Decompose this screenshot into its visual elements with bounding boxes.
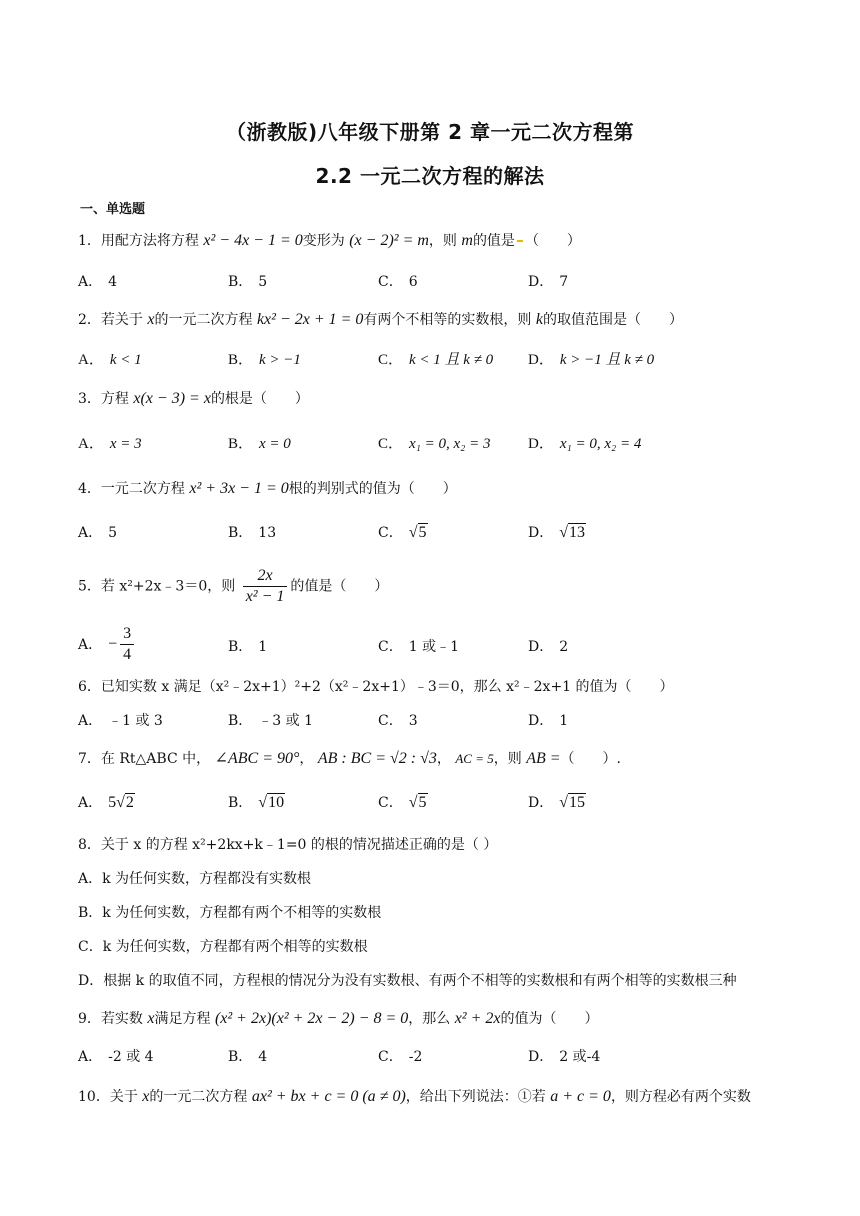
option-d: D．根据 k 的取值不同，方程根的情况分为没有实数根、有两个不相等的实数根和有两个相等的实数根三种 [78,973,737,989]
option-c: C． √5 [378,794,427,811]
option-a: A． -2 或 4 [78,1049,154,1065]
document-title-line-2: 2.2 一元二次方程的解法 [315,164,545,188]
question-number: 7． [78,751,101,767]
question-7: 7．在 Rt△ABC 中， ∠ABC = 90°， AB : BC = √2 : √3， AC = 5，则 AB =（ ）. [78,750,621,767]
equation: (x² + 2x)(x² + 2x − 2) − 8 = 0 [214,1010,409,1027]
equation: ax² + bx + c = 0 (a ≠ 0) [251,1088,406,1105]
option-a: A． 5√2 [78,794,134,811]
variable: k [535,311,543,328]
option-b: B． 4 [228,1049,268,1065]
question-1: 1．用配方法将方程 x² − 4x − 1 = 0变形为 (x − 2)² = m，则 m的值是 （ ） [78,232,581,249]
equation: x² + 3x − 1 = 0 [189,480,289,497]
question-6: 6．已知实数 x 满足（x²﹣2x+1）²+2（x²﹣2x+1）﹣3＝0，那么 x²﹣2x+1 的值为（ ） [78,679,674,695]
option-a: A． k < 1 [78,352,142,368]
equation: AB = [526,750,561,767]
fraction: $\frac{3}{4}$ [120,624,134,665]
question-5: 5．若 x²+2x﹣3＝0，则 $\frac{2x}{\text{x² − 1}}$ 的值是（ ） [78,567,389,605]
option-d: D． 2 [528,639,569,655]
option-b: B． 1 [228,639,268,655]
option-c: C． k < 1 且 k ≠ 0 [378,352,494,368]
sqrt-icon: √10 [258,794,285,811]
edit-marker-icon [517,240,523,242]
question-8: 8．关于 x 的方程 x²+2kx+k﹣1=0 的根的情况描述正确的是（ ） [78,837,498,853]
option-d: D． √13 [528,524,586,541]
question-number: 3． [78,391,101,407]
question-number: 2． [78,312,101,328]
equation: x² − 4x − 1 = 0 [203,232,303,249]
question-number: 6． [78,679,101,695]
section-heading: 一、单选题 [80,202,146,217]
sqrt-icon: √5 [408,794,427,811]
question-10: 10．关于 x的一元二次方程 ax² + bx + c = 0 (a ≠ 0)，给出下列说法：①若 a + c = 0，则方程必有两个实数 [78,1088,751,1105]
option-a: A． 4 [78,274,118,290]
option-c: C． 1 或﹣1 [378,639,459,655]
variable: x [142,1088,150,1105]
option-d: D． 7 [528,274,569,290]
option-d: D． √15 [528,794,586,811]
question-3: 3．方程 x(x − 3) = x的根是（ ） [78,390,309,407]
equation: x² + 2x [454,1010,501,1027]
equation: ∠ABC = 90° [214,750,300,767]
option-b: B． 13 [228,525,277,541]
question-number: 4． [78,481,101,497]
option-d: D． 2 或-4 [528,1049,601,1065]
option-b: B． 5 [228,274,268,290]
option-d: D． k > −1 且 k ≠ 0 [528,352,655,368]
option-b: B． x = 0 [228,436,291,452]
option-c: C． -2 [378,1049,423,1065]
option-b: B． ﹣3 或 1 [228,713,314,729]
option-b: B． √10 [228,794,285,811]
option-a: A． 5 [78,525,118,541]
option-c: C．k 为任何实数，方程都有两个相等的实数根 [78,939,368,955]
question-number: 5． [78,578,101,595]
option-a: A．k 为任何实数，方程都没有实数根 [78,871,312,887]
question-9: 9．若实数 x满足方程 (x² + 2x)(x² + 2x − 2) − 8 = 0，那么 x² + 2x的值为（ ） [78,1010,599,1027]
question-number: 10． [78,1089,110,1105]
question-2: 2．若关于 x的一元二次方程 kx² − 2x + 1 = 0有两个不相等的实数根，则 k的取值范围是（ ） [78,311,683,328]
sqrt-icon: √13 [559,524,586,541]
option-a: A． − $\frac{3}{4}$ [78,624,137,665]
question-number: 9． [78,1011,101,1027]
option-c: C． 3 [378,713,418,729]
fraction: $\frac{2x}{\text{x² − 1}}$ [243,566,288,607]
equation: AC = 5 [455,751,494,766]
variable: x [147,1010,155,1027]
equation: x(x − 3) = x [133,390,211,407]
variable: m [461,232,473,249]
equation: AB : BC = √2 : √3 [317,750,437,767]
sqrt-icon: √15 [559,794,586,811]
question-number: 1． [78,233,101,249]
document-title-line-1: （浙教版)八年级下册第 2 章一元二次方程第 [226,120,634,144]
option-d: D． 1 [528,713,569,729]
sqrt-icon: √2 [116,794,134,811]
variable: x [147,311,155,328]
question-number: 8． [78,837,101,853]
equation: (x − 2)² = m [349,232,429,249]
question-4: 4．一元二次方程 x² + 3x − 1 = 0根的判别式的值为（ ） [78,480,457,497]
option-c: C． 6 [378,274,418,290]
equation: kx² − 2x + 1 = 0 [256,311,364,328]
option-a: A． x = 3 [78,436,142,452]
option-c: C． x₁ = 0, x₂ = 3 [378,436,491,452]
option-d: D． x₁ = 0, x₂ = 4 [528,436,642,452]
option-a: A． ﹣1 或 3 [78,713,163,729]
sqrt-icon: √5 [408,524,427,541]
option-b: B． k > −1 [228,352,301,368]
option-c: C． √5 [378,524,427,541]
option-b: B．k 为任何实数，方程都有两个不相等的实数根 [78,905,382,921]
equation: a + c = 0 [550,1088,611,1105]
